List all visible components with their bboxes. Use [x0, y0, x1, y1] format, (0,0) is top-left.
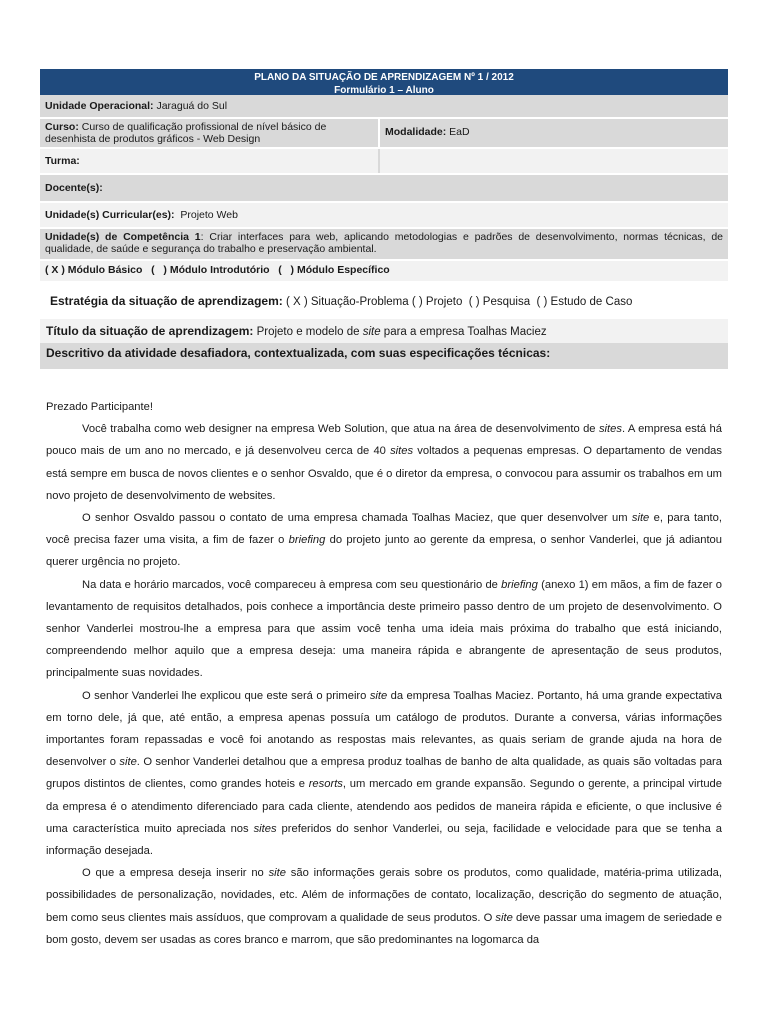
paragraph-4: [46, 685, 722, 863]
text-run: , um mercado em grande expansão. Segundo o gerente, a principal virtude da empresa é o atendimento diferenciado para cada cliente, atendendo aos pedidos de maneira rápida e eficiente, o que inclusive é uma característica muito apreciada nos: [46, 778, 723, 835]
emphasis-text: sites: [253, 822, 277, 835]
row-unidade-curricular: [40, 203, 728, 229]
text-run: . O senhor Vanderlei detalhou que a empresa produz toalhas de banho de alta qualidade, as quais são voltadas para grupos distintos de clientes, como grandes hoteis e: [46, 756, 722, 791]
emphasis-text: briefing: [288, 534, 326, 547]
text-run: e, para tanto, você precisa fazer uma visita, a fim de fazer o: [46, 512, 722, 547]
text-run: Na data e horário marcados, você compareceu à empresa com seu questionário de: [82, 578, 502, 591]
text-run: O senhor Osvaldo passou o contato de uma empresa chamada Toalhas Maciez, que quer desenvolver um: [82, 512, 632, 525]
text-run: da empresa Toalhas Maciez. Portanto, há uma grande expectativa em torno dele, já que, até então, a empresa apenas possuía um catálogo de produtos. Durante a conversa, várias informações importantes foram repassadas e você foi anotando as respostas mais relevantes, as quais seriam de grande ajuda na hora de desenvolver o: [46, 689, 722, 769]
paragraph-3: [46, 574, 722, 685]
row-modulos: [40, 261, 728, 281]
row-unidade-operacional: [40, 95, 728, 119]
paragraph-5: [46, 862, 722, 951]
competencia-value: : Criar interfaces para web, aplicando metodologias e padrões de desenvolvimento, normas técnicas, de qualidade, de saúde e segurança do trabalho e preservação ambiental.: [45, 231, 724, 255]
turma-label: Turma:: [45, 155, 80, 167]
form-header: [40, 69, 728, 95]
emphasis-text: site: [495, 911, 513, 924]
text-run: são informações gerais sobre os produtos, como qualidade, matéria-prima utilizada, possibilidades de personalização, novidades, etc. Além de informações de contato, localização, descrição do segmento de atuação, bem como seus clientes mais assíduos, que comprovam a qualidade de seus produtos. O: [46, 867, 723, 924]
row-curso: [40, 119, 728, 149]
text-run: voltados a pequenas empresas. O departamento de vendas está sempre em busca de novos clientes e o senhor Osvaldo, que é o diretor da empresa, o convocou para assumir os trabalhos em um novo projeto de desenvolvimento de websites.: [46, 445, 722, 502]
titulo-value-em: site: [362, 326, 381, 338]
form-subtitle: Formulário 1 – Aluno: [334, 85, 434, 96]
text-run: preferidos do senhor Vanderlei, ou seja, facilidade e velocidade para que se tenha a informação desejada.: [46, 822, 722, 858]
body-text: [46, 396, 722, 951]
text-run: Você trabalha como web designer na empresa Web Solution, que atua na área de desenvolvimento de: [82, 423, 599, 436]
row-docentes: [40, 175, 728, 203]
text-run: O que a empresa deseja inserir no: [82, 867, 269, 880]
text-run: do projeto junto ao gerente da empresa, o senhor Vanderlei, que já adiantou querer urgência no projeto.: [46, 534, 723, 569]
text-run: (anexo 1) em mãos, a fim de fazer o levantamento de requisitos detalhados, pois conhece a importância deste primeiro passo dentro de um projeto de desenvolvimento. O senhor Vanderlei mostrou-lhe a empresa para que assim você tenha uma ideia mais próxima do trabalho que está iniciando, compreendendo melhor aquilo que a empresa deseja: uma maneira rápida e abrangente de apresentação de seus produtos, principalmente suas novidades.: [46, 578, 722, 680]
emphasis-text: site: [119, 756, 137, 769]
unidade-operacional-label: Unidade Operacional:: [45, 100, 154, 112]
unidade-curricular-label: Unidade(s) Curricular(es):: [45, 209, 175, 221]
titulo-value-post: para a empresa Toalhas Maciez: [380, 326, 547, 338]
titulo-row: [40, 319, 728, 343]
text-run: O senhor Vanderlei lhe explicou que este será o primeiro: [82, 689, 370, 702]
descritivo-row: [40, 343, 728, 369]
paragraph-2: [46, 507, 722, 574]
estrategia-value: ( X ) Situação-Problema ( ) Projeto ( ) Pesquisa ( ) Estudo de Caso: [282, 296, 633, 308]
emphasis-text: site: [631, 512, 650, 525]
titulo-value-pre: Projeto e modelo de: [253, 326, 363, 338]
competencia-label: Unidade(s) de Competência 1: [45, 231, 201, 243]
curso-label: Curso:: [45, 121, 79, 133]
titulo-label: Título da situação de aprendizagem:: [46, 324, 254, 338]
emphasis-text: sites: [598, 423, 622, 436]
estrategia-row: [40, 293, 728, 313]
emphasis-text: sites: [390, 445, 414, 458]
estrategia-label: Estratégia da situação de aprendizagem:: [50, 294, 283, 308]
row-turma: [40, 149, 728, 175]
greeting: Prezado Participante!: [46, 401, 153, 413]
emphasis-text: briefing: [501, 578, 538, 591]
row-competencia: [40, 229, 728, 261]
emphasis-text: site: [369, 689, 388, 702]
emphasis-text: site: [268, 867, 286, 880]
unidade-curricular-value: Projeto Web: [174, 209, 238, 221]
modalidade-value: EaD: [446, 126, 470, 138]
emphasis-text: resorts: [308, 778, 343, 791]
modalidade-label: Modalidade:: [385, 126, 447, 138]
form-title: PLANO DA SITUAÇÃO DE APRENDIZAGEM Nº 1 / 2012: [254, 72, 514, 83]
descritivo-label: Descritivo da atividade desafiadora, contextualizada, com suas especificações técnicas:: [46, 346, 551, 360]
text-run: . A empresa está há pouco mais de um ano no mercado, e já desenvolveu cerca de 40: [46, 423, 723, 458]
paragraph-1: [46, 418, 722, 507]
unidade-operacional-value: Jaraguá do Sul: [153, 100, 228, 112]
curso-value: Curso de qualificação profissional de nível básico de desenhista de produtos gráficos - Web Design: [45, 121, 327, 145]
modulos-text: ( X ) Módulo Básico ( ) Módulo Introdutório ( ) Módulo Específico: [45, 264, 390, 276]
text-run: deve passar uma imagem de seriedade e bom gosto, devem ser usadas as cores branco e marrom, que são predominantes na logomarca da: [46, 911, 723, 946]
form-container: [40, 69, 728, 369]
docentes-label: Docente(s):: [45, 182, 103, 194]
